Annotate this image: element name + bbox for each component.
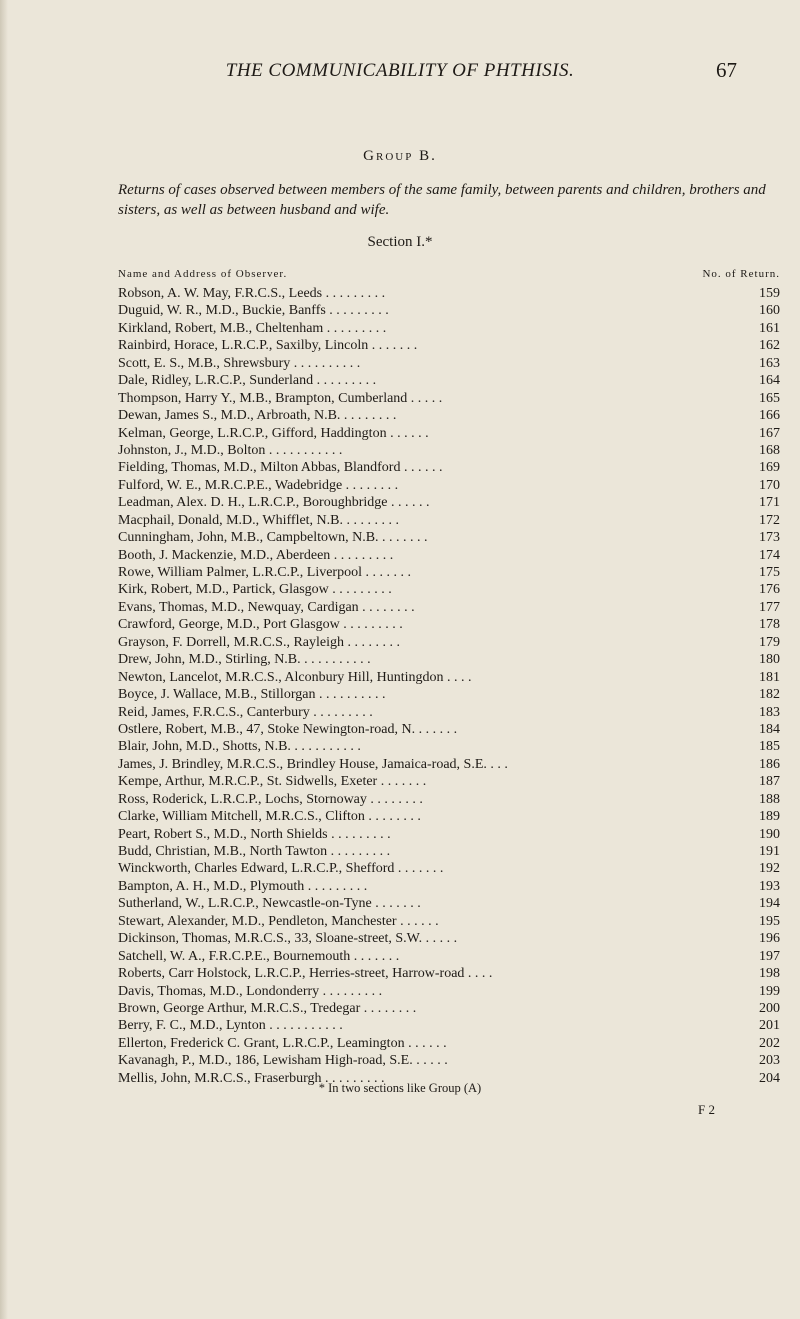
return-number: 167 [759, 425, 780, 441]
return-number: 188 [759, 791, 780, 807]
observer-name: Dewan, James S., M.D., Arbroath, N.B. . . . . . . . . [118, 408, 397, 424]
return-number: 172 [759, 512, 780, 528]
list-item [118, 895, 780, 912]
observer-name: Thompson, Harry Y., M.B., Brampton, Cumberland . . . . . [118, 390, 443, 406]
list-item [118, 285, 780, 302]
return-number: 187 [759, 774, 780, 790]
list-item [118, 302, 780, 319]
list-item [118, 930, 780, 947]
return-number: 160 [759, 303, 780, 319]
observer-name: Sutherland, W., L.R.C.P., Newcastle-on-Tyne . . . . . . . [118, 896, 421, 912]
list-item [118, 860, 780, 877]
return-number: 165 [759, 390, 780, 406]
observer-name: Dickinson, Thomas, M.R.C.S., 33, Sloane-street, S.W. . . . . . [118, 931, 458, 947]
observer-name: Johnston, J., M.D., Bolton . . . . . . . . . . . [118, 442, 343, 458]
return-number: 200 [759, 1000, 780, 1016]
return-number: 195 [759, 913, 780, 929]
group-title: Group B. [363, 148, 437, 164]
list-item [118, 320, 780, 337]
list-item [118, 372, 780, 389]
list-item [118, 704, 780, 721]
observer-name: Kirk, Robert, M.D., Partick, Glasgow . . . . . . . . . [118, 582, 392, 598]
observer-name: Evans, Thomas, M.D., Newquay, Cardigan . . . . . . . . [118, 599, 415, 615]
return-number: 173 [759, 530, 780, 546]
return-number: 159 [759, 286, 780, 301]
return-number: 199 [759, 983, 780, 999]
return-number: 198 [759, 966, 780, 982]
return-number: 177 [759, 599, 780, 615]
observer-name: Macphail, Donald, M.D., Whifflet, N.B. . . . . . . . . [118, 512, 400, 528]
list-item [118, 1052, 780, 1069]
observer-name: Duguid, W. R., M.D., Buckie, Banffs . . . . . . . . . [118, 303, 389, 319]
list-item [118, 1000, 780, 1017]
observer-name: Brown, George Arthur, M.R.C.S., Tredegar . . . . . . . . [118, 1000, 417, 1016]
observer-name: Stewart, Alexander, M.D., Pendleton, Manchester . . . . . . [118, 913, 439, 929]
list-item [118, 983, 780, 1000]
list-item [118, 407, 780, 424]
signature-mark: F 2 [698, 1102, 715, 1117]
list-item [118, 616, 780, 633]
list-item [118, 913, 780, 930]
running-head [0, 60, 800, 90]
observer-name: Ellerton, Frederick C. Grant, L.R.C.P., Leamington . . . . . . [118, 1035, 447, 1051]
list-item [118, 634, 780, 651]
observer-name: Ostlere, Robert, M.B., 47, Stoke Newington-road, N. . . . . . . [118, 721, 458, 737]
observer-name: Kempe, Arthur, M.R.C.P., St. Sidwells, Exeter . . . . . . . [118, 774, 427, 790]
list-item [118, 843, 780, 860]
return-number: 189 [759, 809, 780, 825]
return-number: 186 [759, 756, 780, 772]
list-item [118, 808, 780, 825]
list-item [118, 442, 780, 459]
observer-name: Peart, Robert S., M.D., North Shields . . . . . . . . . [118, 826, 391, 842]
list-item [118, 738, 780, 755]
list-item [118, 826, 780, 843]
return-number: 191 [759, 844, 780, 859]
return-number: 169 [759, 460, 780, 476]
column-headers [118, 268, 780, 286]
return-number: 179 [759, 634, 780, 650]
observer-name: Budd, Christian, M.B., North Tawton . . . . . . . . . [118, 844, 391, 859]
observer-name: Leadman, Alex. D. H., L.R.C.P., Boroughbridge . . . . . . [118, 495, 430, 511]
return-number: 203 [759, 1053, 780, 1069]
return-number: 163 [759, 355, 780, 371]
return-number: 197 [759, 948, 780, 964]
list-item [118, 425, 780, 442]
column-header-observer: Name and Address of Observer. [118, 268, 288, 280]
observer-name: Fulford, W. E., M.R.C.P.E., Wadebridge . . . . . . . . [118, 477, 399, 493]
list-item [118, 494, 780, 511]
return-number: 171 [759, 495, 780, 511]
list-item [118, 669, 780, 686]
list-item [118, 390, 780, 407]
observer-name: Booth, J. Mackenzie, M.D., Aberdeen . . . . . . . . . [118, 547, 394, 563]
return-number: 174 [759, 547, 780, 563]
observer-name: Kirkland, Robert, M.B., Cheltenham . . . . . . . . . [118, 320, 387, 336]
observer-name: Newton, Lancelot, M.R.C.S., Alconbury Hill, Huntingdon . . . . [118, 669, 472, 685]
running-title: THE COMMUNICABILITY OF PHTHISIS. [225, 60, 575, 81]
list-item [118, 756, 780, 773]
observer-name: Cunningham, John, M.B., Campbeltown, N.B. . . . . . . . [118, 530, 428, 546]
observer-name: Berry, F. C., M.D., Lynton . . . . . . . . . . . [118, 1018, 343, 1034]
observer-name: James, J. Brindley, M.R.C.S., Brindley House, Jamaica-road, S.E. . . . [118, 756, 508, 772]
observer-name: Bampton, A. H., M.D., Plymouth . . . . . . . . . [118, 878, 368, 894]
list-item [118, 529, 780, 546]
list-item [118, 459, 780, 476]
observer-name: Drew, John, M.D., Stirling, N.B. . . . . . . . . . . [118, 652, 371, 668]
list-item [118, 599, 780, 616]
return-number: 190 [759, 826, 780, 842]
observer-name: Scott, E. S., M.B., Shrewsbury . . . . . . . . . . [118, 355, 361, 371]
list-item [118, 878, 780, 895]
return-number: 161 [759, 320, 780, 336]
observer-name: Mellis, John, M.R.C.S., Fraserburgh . . . . . . . . . [118, 1070, 385, 1086]
observer-list [118, 285, 780, 1087]
return-number: 178 [759, 617, 780, 633]
return-number: 184 [759, 721, 780, 737]
return-number: 196 [759, 931, 780, 947]
return-number: 183 [759, 704, 780, 720]
column-header-return-number: No. of Return. [702, 268, 780, 280]
list-item [118, 355, 780, 372]
list-item [118, 581, 780, 598]
return-number: 201 [759, 1018, 780, 1034]
observer-name: Fielding, Thomas, M.D., Milton Abbas, Blandford . . . . . . [118, 460, 443, 476]
return-number: 168 [759, 442, 780, 458]
list-item [118, 965, 780, 982]
observer-name: Roberts, Carr Holstock, L.R.C.P., Herries-street, Harrow-road . . . . [118, 966, 493, 982]
list-item [118, 773, 780, 790]
observer-name: Kavanagh, P., M.D., 186, Lewisham High-road, S.E. . . . . . [118, 1053, 448, 1069]
group-subtitle: Returns of cases observed between members of the same family, between parents and children, brothers and sisters, as well as between husband and wife. [118, 182, 766, 218]
return-number: 180 [759, 652, 780, 668]
return-number: 181 [759, 669, 780, 685]
observer-name: Reid, James, F.R.C.S., Canterbury . . . . . . . . . [118, 704, 373, 720]
return-number: 166 [759, 408, 780, 424]
observer-name: Rowe, William Palmer, L.R.C.P., Liverpool . . . . . . . [118, 565, 411, 580]
list-item [118, 1017, 780, 1034]
observer-name: Winckworth, Charles Edward, L.R.C.P., Shefford . . . . . . . [118, 861, 444, 877]
observer-name: Kelman, George, L.R.C.P., Gifford, Haddington . . . . . . [118, 425, 429, 441]
list-item [118, 512, 780, 529]
return-number: 194 [759, 896, 780, 912]
return-number: 175 [759, 565, 780, 580]
list-item [118, 721, 780, 738]
list-item [118, 948, 780, 965]
return-number: 164 [759, 373, 780, 389]
list-item [118, 547, 780, 564]
list-item [118, 651, 780, 668]
page-number: 67 [716, 58, 737, 82]
list-item [118, 791, 780, 808]
observer-name: Rainbird, Horace, L.R.C.P., Saxilby, Lincoln . . . . . . . [118, 338, 418, 354]
return-number: 204 [759, 1070, 780, 1086]
return-number: 193 [759, 878, 780, 894]
section-title: Section I.* [367, 234, 433, 250]
return-number: 176 [759, 582, 780, 598]
return-number: 185 [759, 739, 780, 755]
observer-name: Satchell, W. A., F.R.C.P.E., Bournemouth . . . . . . . [118, 948, 400, 964]
observer-name: Clarke, William Mitchell, M.R.C.S., Clifton . . . . . . . . [118, 809, 421, 825]
observer-name: Crawford, George, M.D., Port Glasgow . . . . . . . . . [118, 617, 403, 633]
list-item [118, 686, 780, 703]
observer-name: Robson, A. W. May, F.R.C.S., Leeds . . . . . . . . . [118, 286, 386, 301]
return-number: 170 [759, 477, 780, 493]
page-edge-shadow [0, 0, 8, 1319]
observer-name: Grayson, F. Dorrell, M.R.C.S., Rayleigh . . . . . . . . [118, 634, 400, 650]
observer-name: Davis, Thomas, M.D., Londonderry . . . . . . . . . [118, 983, 383, 999]
list-item [118, 337, 780, 354]
observer-name: Dale, Ridley, L.R.C.P., Sunderland . . . . . . . . . [118, 373, 377, 389]
observer-name: Boyce, J. Wallace, M.B., Stillorgan . . . . . . . . . . [118, 687, 386, 703]
return-number: 182 [759, 687, 780, 703]
list-item [118, 477, 780, 494]
return-number: 162 [759, 338, 780, 354]
observer-name: Ross, Roderick, L.R.C.P., Lochs, Stornoway . . . . . . . . [118, 791, 423, 807]
return-number: 202 [759, 1035, 780, 1051]
observer-name: Blair, John, M.D., Shotts, N.B. . . . . . . . . . . [118, 739, 361, 755]
footnote: * In two sections like Group (A) [318, 1081, 482, 1095]
list-item [118, 564, 780, 581]
list-item [118, 1035, 780, 1052]
return-number: 192 [759, 861, 780, 877]
